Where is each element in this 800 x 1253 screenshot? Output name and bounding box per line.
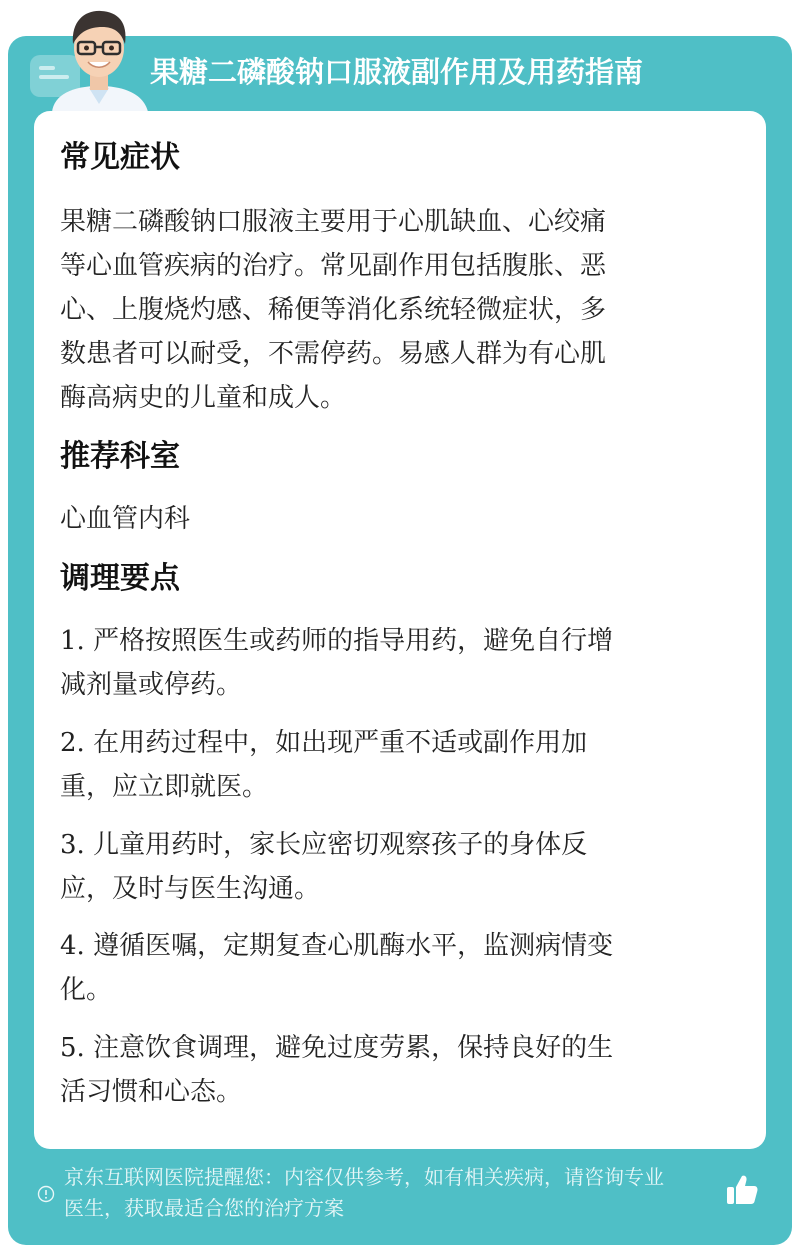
department-text: 心血管内科 bbox=[60, 504, 191, 534]
care-item-3-text: 儿童用药时，家长应密切观察孩子的身体反 bbox=[84, 830, 588, 860]
care-item-4-line-2: 化。 bbox=[60, 975, 113, 1005]
department-heading: 推荐科室 bbox=[60, 439, 180, 474]
doctor-avatar bbox=[44, 0, 154, 112]
symptoms-line-2: 等心血管疾病的治疗。常见副作用包括腹胀、恶 bbox=[60, 251, 607, 281]
care-item-3-line-1 bbox=[60, 823, 736, 867]
care-item-4-text: 遵循医嘱，定期复查心肌酶水平，监测病情变 bbox=[84, 931, 614, 961]
care-item-2-line-2: 重，应立即就医。 bbox=[60, 772, 269, 802]
symptoms-line-5: 酶高病史的儿童和成人。 bbox=[60, 383, 347, 413]
care-item-5-text: 注意饮食调理，避免过度劳累，保持良好的生 bbox=[84, 1033, 614, 1063]
care-item-5-line-2: 活习惯和心态。 bbox=[60, 1077, 243, 1107]
symptoms-line-4: 数患者可以耐受，不需停药。易感人群为有心肌 bbox=[60, 339, 607, 369]
thumbs-up-icon[interactable] bbox=[724, 1172, 760, 1208]
care-item-3-line-2: 应，及时与医生沟通。 bbox=[60, 874, 321, 904]
symptoms-heading: 常见症状 bbox=[60, 140, 180, 175]
disclaimer-line-1: 京东互联网医院提醒您：内容仅供参考，如有相关疾病，请咨询专业 bbox=[64, 1165, 664, 1189]
page-title: 果糖二磷酸钠口服液副作用及用药指南 bbox=[150, 55, 644, 89]
care-item-1-text: 严格按照医生或药师的指导用药，避免自行增 bbox=[84, 626, 614, 656]
care-item-1-number: 1. bbox=[60, 626, 85, 656]
care-item-4-line-1 bbox=[60, 924, 736, 968]
info-circle-icon bbox=[37, 1185, 55, 1203]
care-item-1-line-1 bbox=[60, 619, 736, 663]
disclaimer bbox=[64, 1162, 728, 1224]
content-card bbox=[34, 111, 766, 1149]
care-item-2-number: 2. bbox=[60, 728, 85, 758]
care-item-2-text: 在用药过程中，如出现严重不适或副作用加 bbox=[84, 728, 588, 758]
symptoms-line-1: 果糖二磷酸钠口服液主要用于心肌缺血、心绞痛 bbox=[60, 207, 607, 237]
care-item-5-number: 5. bbox=[60, 1033, 85, 1063]
disclaimer-line-2: 医生，获取最适合您的治疗方案 bbox=[64, 1196, 344, 1220]
care-heading: 调理要点 bbox=[60, 561, 180, 596]
care-item-2-line-1 bbox=[60, 721, 736, 765]
care-item-4-number: 4. bbox=[60, 931, 85, 961]
care-item-3-number: 3. bbox=[60, 830, 85, 860]
care-item-1-line-2: 减剂量或停药。 bbox=[60, 670, 243, 700]
care-item-5-line-1 bbox=[60, 1026, 736, 1070]
symptoms-line-3: 心、上腹烧灼感、稀便等消化系统轻微症状，多 bbox=[60, 295, 607, 325]
